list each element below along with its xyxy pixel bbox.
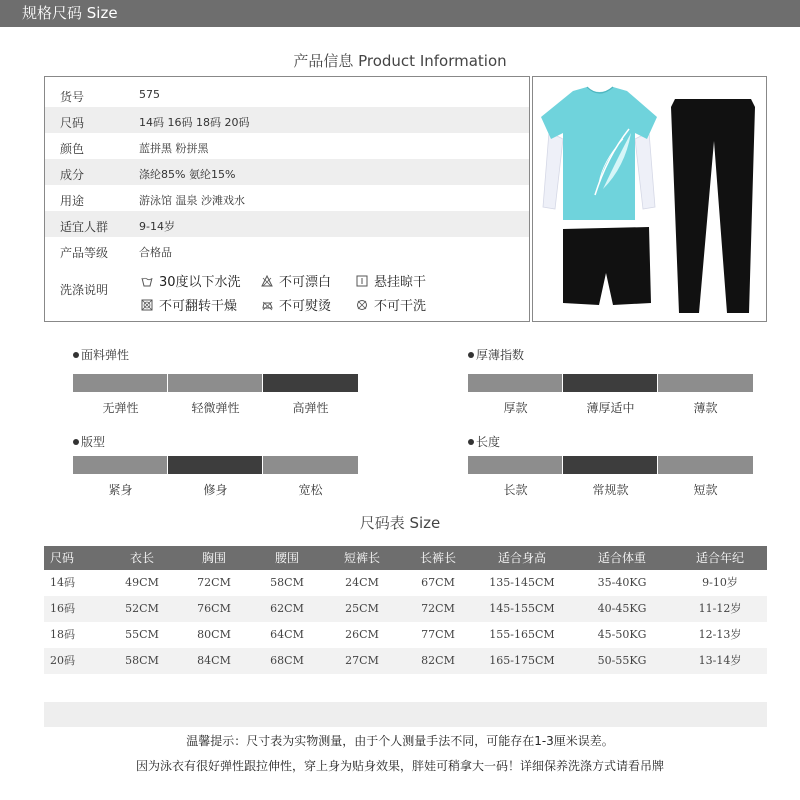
table-cell: 135-145CM <box>489 576 555 589</box>
table-cell: 35-40KG <box>597 576 647 589</box>
wash-item <box>356 295 426 314</box>
scale-option-label: 厚款 <box>503 401 528 415</box>
table-cell: 68CM <box>270 654 304 667</box>
size-chart-title: 尺码表 Size <box>359 514 441 532</box>
info-value: 合格品 <box>139 246 172 259</box>
header-cell: 腰围 <box>274 551 299 565</box>
info-key: 适宜人群 <box>60 220 109 234</box>
scale-bar-segment <box>168 374 262 392</box>
wash-text: 悬挂晾干 <box>374 275 427 290</box>
info-key: 颜色 <box>60 142 85 156</box>
table-cell: 24CM <box>345 576 379 589</box>
scale-bar-segment <box>263 456 358 474</box>
table-cell: 62CM <box>270 602 304 615</box>
swimsuit-set-illustration <box>533 77 766 321</box>
scale-bar-segment <box>468 374 562 392</box>
wash-item <box>261 271 331 290</box>
table-cell: 64CM <box>270 628 304 641</box>
scale-length-title: 长度 <box>468 433 500 450</box>
scale-option-label: 薄厚适中 <box>586 401 635 415</box>
table-cell: 72CM <box>197 576 231 589</box>
table-cell: 165-175CM <box>489 654 555 667</box>
wash-text: 不可翻转干燥 <box>159 299 238 314</box>
header-cell: 适合年纪 <box>695 551 744 565</box>
page-header: 规格尺码 Size <box>0 0 800 27</box>
blank-strip <box>44 702 767 727</box>
bullet-icon <box>468 352 474 358</box>
no-tumble-dry-icon <box>141 299 153 311</box>
scale-elasticity-title: 面料弹性 <box>73 346 129 363</box>
header-cell: 尺码 <box>50 551 75 565</box>
table-cell: 13-14岁 <box>698 654 742 667</box>
table-row <box>44 648 767 674</box>
info-row <box>45 81 529 107</box>
header-cell: 长裤长 <box>419 551 456 565</box>
table-cell: 20码 <box>50 654 75 667</box>
table-cell: 45-50KG <box>597 628 647 641</box>
scale-bar-segment <box>73 374 167 392</box>
scale-bar-segment-selected <box>563 374 657 392</box>
table-cell: 58CM <box>125 654 159 667</box>
fit-note: 因为泳衣有很好弹性跟拉伸性，穿上身为贴身效果，胖娃可稍拿大一码！详细保养洗涤方式请看吊牌 <box>135 759 664 773</box>
scale-bar-segment <box>658 374 753 392</box>
info-key: 尺码 <box>60 116 85 130</box>
info-row <box>45 133 529 159</box>
info-key: 用途 <box>60 194 85 208</box>
no-bleach-icon <box>261 275 273 287</box>
table-cell: 18码 <box>50 628 75 641</box>
table-row <box>44 596 767 622</box>
header-cell: 短裤长 <box>343 551 380 565</box>
header-cell: 衣长 <box>129 551 154 565</box>
table-cell: 11-12岁 <box>698 602 742 615</box>
scale-option-label: 薄款 <box>693 401 718 415</box>
table-cell: 25CM <box>345 602 379 615</box>
table-cell: 67CM <box>421 576 455 589</box>
tip-note: 温馨提示：尺寸表为实物测量，由于个人测量手法不同，可能存在1-3厘米误差。 <box>186 734 614 748</box>
table-cell: 58CM <box>270 576 304 589</box>
scale-bar-segment <box>468 456 562 474</box>
table-cell: 49CM <box>125 576 159 589</box>
wash-text: 不可熨烫 <box>279 299 332 314</box>
table-cell: 50-55KG <box>597 654 647 667</box>
header-cell: 适合身高 <box>497 551 546 565</box>
table-cell: 55CM <box>125 628 159 641</box>
wash-item <box>356 271 426 290</box>
info-row <box>45 159 529 185</box>
wash-text: 30度以下水洗 <box>159 275 241 290</box>
scale-option-label: 无弹性 <box>102 401 139 415</box>
table-row <box>44 622 767 648</box>
info-key: 成分 <box>60 168 85 182</box>
scale-option-label: 常规款 <box>592 483 629 497</box>
scale-option-label: 高弹性 <box>292 401 329 415</box>
header-cell: 胸围 <box>201 551 226 565</box>
table-cell: 77CM <box>421 628 455 641</box>
wash-label: 洗涤说明 <box>60 283 109 297</box>
bullet-icon <box>73 439 79 445</box>
no-dry-clean-icon <box>356 299 368 311</box>
scale-option-label: 长款 <box>503 483 528 497</box>
info-key: 货号 <box>60 90 85 104</box>
info-row <box>45 107 529 133</box>
table-cell: 52CM <box>125 602 159 615</box>
scale-option-label: 宽松 <box>298 483 323 497</box>
table-row <box>44 570 767 596</box>
table-cell: 14码 <box>50 576 75 589</box>
wash-item <box>141 295 237 314</box>
info-key: 产品等级 <box>60 246 109 260</box>
table-cell: 72CM <box>421 602 455 615</box>
table-cell: 26CM <box>345 628 379 641</box>
wash-text: 不可干洗 <box>374 299 427 314</box>
info-row <box>45 185 529 211</box>
table-cell: 82CM <box>421 654 455 667</box>
scale-bar-segment-selected <box>168 456 262 474</box>
info-value: 涤纶85% 氨纶15% <box>139 168 236 181</box>
wash-text: 不可漂白 <box>279 275 332 290</box>
table-cell: 84CM <box>197 654 231 667</box>
scale-bar-segment-selected <box>263 374 358 392</box>
info-value: 14码 16码 18码 20码 <box>139 116 250 129</box>
product-info-table <box>44 76 530 322</box>
bullet-icon <box>468 439 474 445</box>
table-cell: 80CM <box>197 628 231 641</box>
product-info-title: 产品信息 Product Information <box>293 52 507 70</box>
info-value: 575 <box>139 88 160 101</box>
scale-bar-segment-selected <box>563 456 657 474</box>
info-value: 游泳馆 温泉 沙滩戏水 <box>139 194 245 207</box>
bullet-icon <box>73 352 79 358</box>
product-image <box>532 76 767 322</box>
table-cell: 12-13岁 <box>698 628 742 641</box>
table-cell: 155-165CM <box>489 628 555 641</box>
scale-option-label: 修身 <box>203 483 228 497</box>
info-row <box>45 211 529 237</box>
table-cell: 27CM <box>345 654 379 667</box>
header-cell: 适合体重 <box>597 551 646 565</box>
wash-30-icon <box>141 275 153 287</box>
scale-bar-segment <box>73 456 167 474</box>
wash-item <box>261 295 331 314</box>
size-table-header <box>44 546 767 570</box>
info-value: 9-14岁 <box>139 220 175 233</box>
scale-option-label: 轻微弹性 <box>191 401 240 415</box>
table-cell: 145-155CM <box>489 602 555 615</box>
hang-dry-icon <box>356 275 368 287</box>
scale-thickness-title: 厚薄指数 <box>468 346 524 363</box>
info-value: 蓝拼黑 粉拼黑 <box>139 142 209 155</box>
info-row <box>45 237 529 263</box>
scale-bar-segment <box>658 456 753 474</box>
wash-item <box>141 271 241 290</box>
scale-option-label: 紧身 <box>108 483 133 497</box>
no-iron-icon <box>261 299 273 311</box>
wash-instructions <box>45 261 529 321</box>
scale-option-label: 短款 <box>693 483 718 497</box>
scale-fit-title: 版型 <box>73 433 105 450</box>
table-cell: 9-10岁 <box>702 576 738 589</box>
table-cell: 76CM <box>197 602 231 615</box>
table-cell: 40-45KG <box>597 602 647 615</box>
table-cell: 16码 <box>50 602 75 615</box>
